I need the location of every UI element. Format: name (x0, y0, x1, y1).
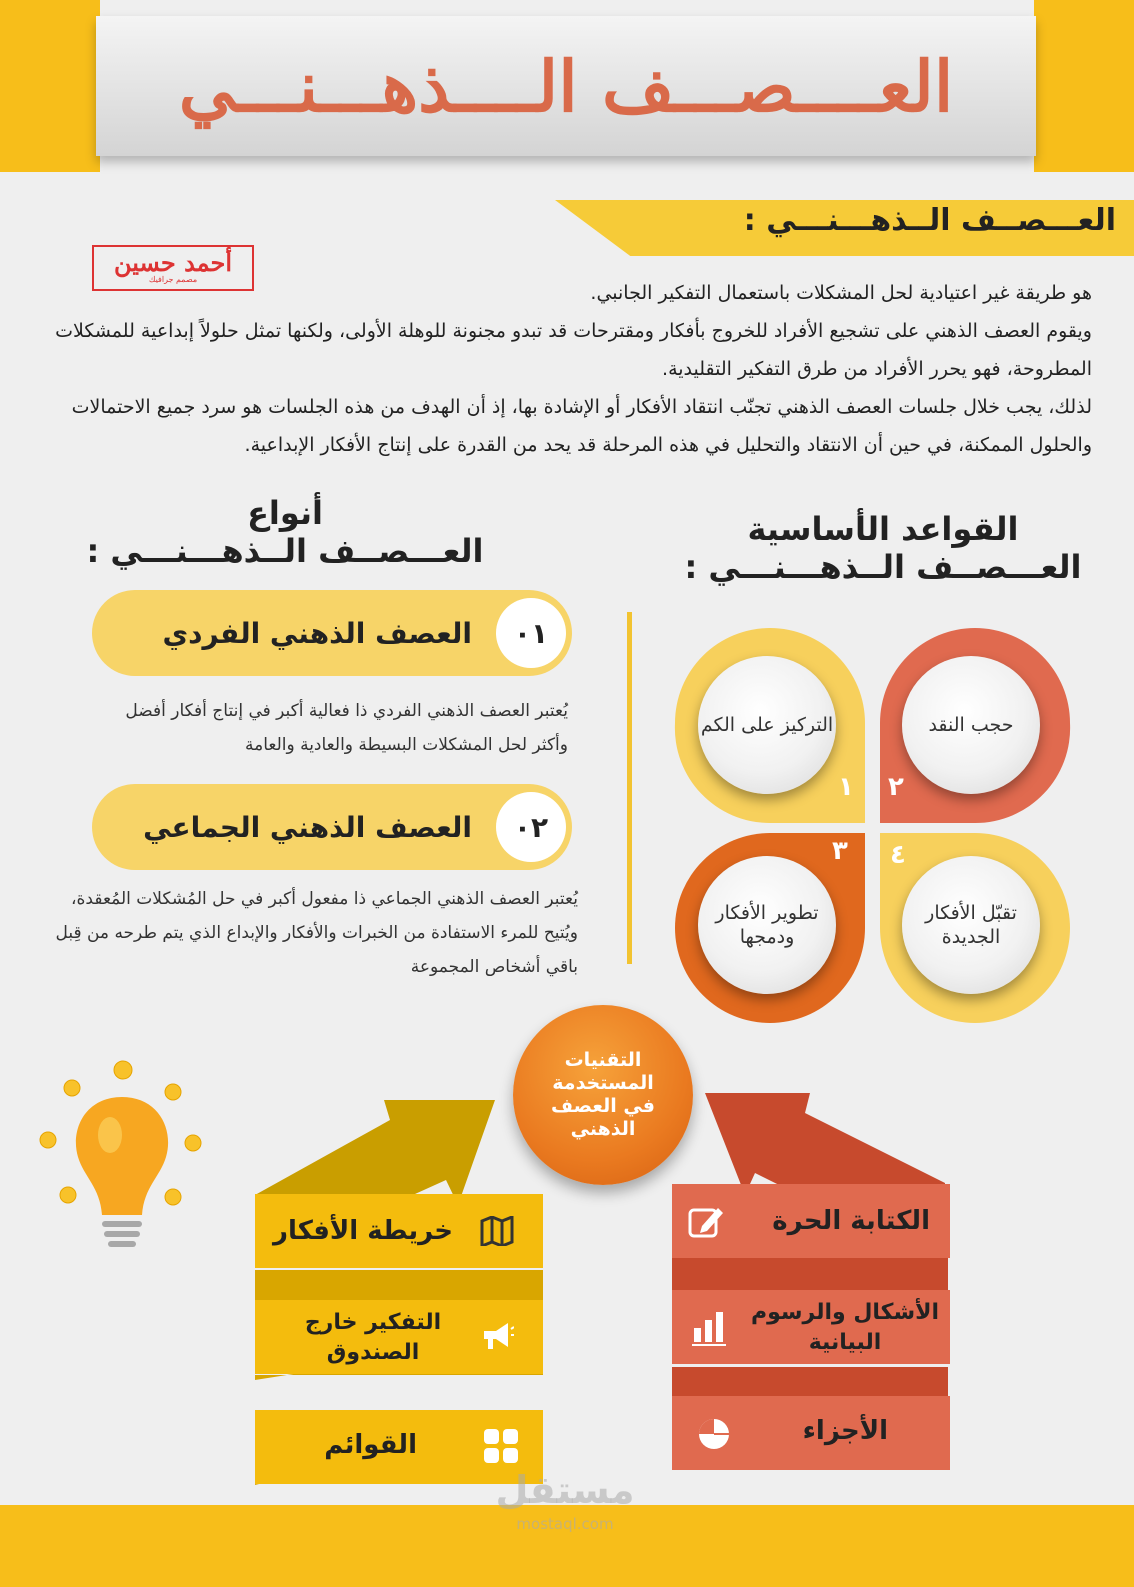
rule-label: تطوير الأفكار ودمجها (715, 902, 819, 948)
header-banner (96, 16, 1036, 156)
technique-outside-box (255, 1300, 543, 1374)
type-number: ٠٢ (496, 792, 566, 862)
types-heading-line1: أنواع (247, 494, 323, 532)
rule-number: ٤ (890, 840, 906, 870)
technique-label: التفكير خارج الصندوق (304, 1310, 442, 1365)
grid-icon (481, 1426, 521, 1466)
watermark-url: mostaql.com (516, 1515, 614, 1533)
rule-label: تقبّل الأفكار الجديدة (925, 902, 1017, 948)
type-group (92, 784, 572, 870)
definition-text (52, 274, 1092, 464)
rule-plate-3 (698, 856, 836, 994)
definition-paragraph: هو طريقة غير اعتيادية لحل المشكلات باستعمال التفكير الجانبي. (590, 282, 1092, 304)
technique-label: خريطة الأفكار (273, 1216, 453, 1246)
type-number: ٠١ (496, 598, 566, 668)
megaphone-icon (477, 1317, 517, 1357)
techniques-title (513, 1005, 693, 1185)
logo-name: أحمد حسين (113, 248, 233, 277)
edit-icon (686, 1202, 726, 1242)
rule-plate-4 (902, 856, 1040, 994)
types-heading-line2: العـــصــف الــذهـــنـــي : (86, 532, 484, 570)
pie-chart-icon (694, 1414, 734, 1454)
definition-paragraph: لذلك، يجب خلال جلسات العصف الذهني تجنّب انتقاد الأفكار أو الإشادة بها، إذ أن الهدف من هذه الجلسات هو سرد جميع الاحتمالات والحلول الممكنة، في حين أن الانتقاد والتحليل في هذه المرحلة قد يحد من القدرة على إنتاج الأفكار الإبداعية. (71, 396, 1092, 456)
rule-plate-2 (902, 656, 1040, 794)
type-label: العصف الذهني الجماعي (143, 810, 472, 844)
rule-number: ٣ (832, 836, 848, 866)
type-description: يُعتبر العصف الذهني الفردي ذا فعالية أكبر في إنتاج أفكار أفضل وأكثر لحل المشكلات البسيطة والعادية والعامة (125, 701, 568, 755)
rule-number: ٢ (888, 772, 904, 802)
rule-plate-1 (698, 656, 836, 794)
header-accent-right (1034, 0, 1134, 172)
page-title: العــــصـــف الــــذهـــنـــي (178, 44, 954, 128)
rules-heading-line2: العـــصــف الــذهـــنـــي : (684, 548, 1082, 586)
definition-paragraph: ويقوم العصف الذهني على تشجيع الأفراد للخروج بأفكار ومقترحات قد تبدو مجنونة للوهلة الأولى، ولكنها تمثل حلولاً إبداعية للمشكلات المطروحة، فهو يحرر الأفراد من طرق التفكير التقليدية. (55, 320, 1092, 380)
technique-mind-map (255, 1194, 543, 1268)
techniques-title-text: التقنيات المستخدمة في العصف الذهني (551, 1049, 655, 1140)
technique-charts (672, 1290, 950, 1364)
watermark: مستقل (495, 1468, 635, 1512)
types-heading (70, 494, 500, 570)
map-icon (477, 1211, 517, 1251)
technique-label: الكتابة الحرة (772, 1206, 930, 1236)
rules-heading (668, 510, 1098, 586)
logo-subtitle: مصمم جرافيك (148, 275, 198, 284)
type-description: يُعتبر العصف الذهني الجماعي ذا مفعول أكبر في حل المُشكلات المُعقدة، ويُتيح للمرء الاستفادة من الخبرات والأفكار والإبداع الذي يتم طرحه من قِبل باقي أشخاص المجموعة (55, 889, 578, 977)
rule-label: التركيز على الكم (700, 714, 834, 736)
bar-chart-icon (690, 1308, 730, 1348)
type-label: العصف الذهني الفردي (162, 616, 472, 650)
technique-free-writing (672, 1184, 950, 1258)
technique-label: الأشكال والرسوم البيانية (750, 1300, 940, 1355)
header-accent-left (0, 0, 100, 172)
type-individual (92, 590, 572, 676)
rule-label: حجب النقد (928, 714, 1014, 736)
lightbulb-icon (30, 1055, 210, 1255)
section-title-definition: العـــصــف الــذهـــنـــي : (743, 203, 1116, 238)
technique-parts (672, 1396, 950, 1470)
vertical-divider (627, 612, 632, 964)
technique-label: القوائم (324, 1430, 417, 1460)
rule-number: ١ (838, 772, 854, 802)
technique-label: الأجزاء (802, 1416, 888, 1446)
rules-heading-line1: القواعد الأساسية (747, 510, 1019, 548)
